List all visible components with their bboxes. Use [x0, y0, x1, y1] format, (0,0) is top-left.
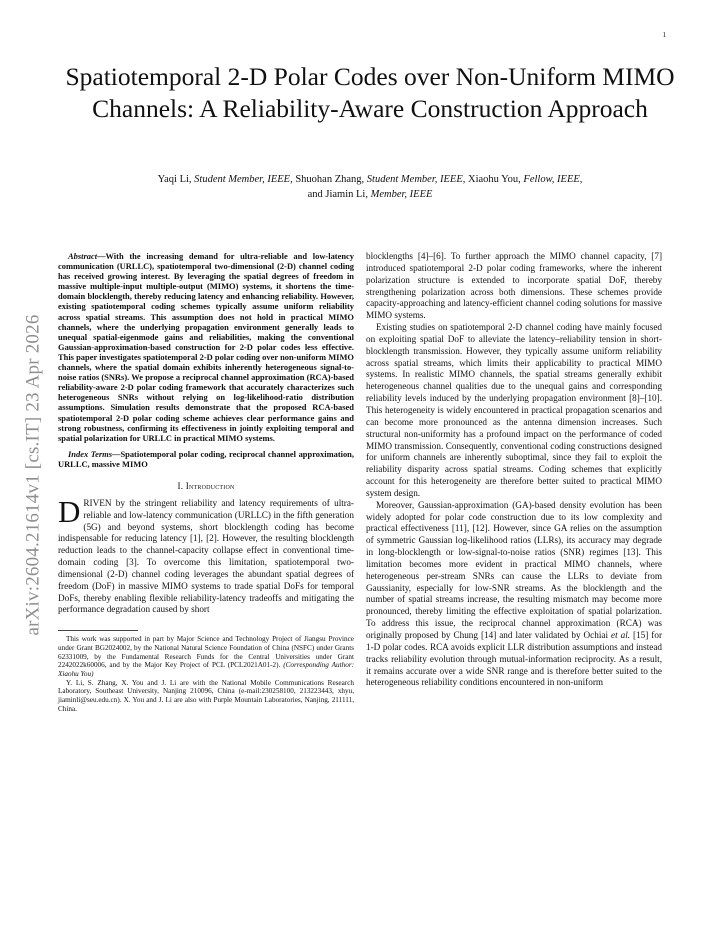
page-number: 1 — [662, 31, 666, 39]
section-heading-introduction — [58, 481, 354, 493]
author-4-name: and Jiamin Li, — [307, 189, 368, 200]
arxiv-identifier-text: arXiv:2604.21614v1 [cs.IT] 23 Apr 2026 — [23, 314, 44, 636]
funding-footnote-text: This work was supported in part by Major Science and Technology Project of Jiangsu Province under Grant BG2024002, by the National Natural Science Foundation of China (NSFC) under Grants 62331009, by the Fundamental Research Funds for the Central Universities under Grant 2242022k60006, and by the Major Key Project of PCL (PCL2021A01-2). — [58, 635, 354, 670]
affiliation-footnote: Y. Li, S. Zhang, X. You and J. Li are with the National Mobile Communications Research Laboratory, Southeast University, Nanjing 210096, China (e-mail:230258100, 213223443, xhyu, jiaminli@seu.edu.cn). X. You and J. Li are also with Purple Mountain Laboratories, Nanjing, 211111, China. — [58, 678, 354, 713]
author-2-name: Shuohan Zhang, — [295, 174, 365, 185]
index-terms — [58, 449, 354, 469]
footnote-divider — [58, 630, 138, 631]
intro-paragraph-2: Existing studies on spatiotemporal 2-D channel coding have mainly focused on exploiting spatial DoF to alleviate the latency–reliability tension in short-blocklength transmission. However, they typically assume uniform reliability across spatial streams, which limits their applicability to practical MIMO systems. In realistic MIMO channels, the spatial streams generally exhibit heterogeneous channel qualities due to the unequal gains and corresponding reliability levels induced by the underlying propagation environment [8]–[10]. This heterogeneity is widely encountered in practical propagation scenarios and can become more pronounced as the antenna dimension increases. Such structural non-uniformity has a profound impact on the performance of coded MIMO transmission. Consequently, conventional coding constructions designed for uniform channels are inherently suboptimal, since they fail to exploit the reliability disparity across spatial streams. Coding schemes that explicitly account for this heterogeneity are therefore better suited to practical MIMO system design. — [366, 322, 662, 498]
drop-cap: D — [58, 493, 81, 529]
author-1-affiliation: Student Member, IEEE, — [194, 174, 293, 185]
intro-paragraph-1 — [58, 493, 354, 616]
intro-paragraph-3 — [366, 500, 662, 690]
intro-paragraph-3-text-a: Moreover, Gaussian-approximation (GA)-based density evolution has been widely adopted for polar code construction due to its low complexity and practical effectiveness [11], [12]. However, since GA relies on the assumption of symmetric Gaussian log-likelihood ratios (LLRs), its accuracy may degrade in long-blocklength or low-signal-to-noise ratios (SNR) regimes [13]. This limitation becomes more evident in practical MIMO channels, where heterogeneous per-stream SNRs can cause the LLRs to deviate from Gaussianity, especially for low-SNR streams. As the blocklength and the number of spatial streams increase, the resulting mismatch may become more pronounced, thereby limiting the effective exploitation of spatial polarization. To address this issue, the reciprocal channel approximation (RCA) was originally proposed by Chung [14] and later validated by Ochiai — [366, 499, 662, 640]
funding-footnote — [58, 635, 354, 679]
abstract-text: —With the increasing demand for ultra-reliable and low-latency communication (URLLC), spatiotemporal two-dimensional (2-D) channel coding has received growing interest. By leveraging the spatial degrees of freedom in massive multiple-input multiple-output (MIMO) systems, it shortens the time-domain blocklength, thereby reducing latency and enhancing reliability. However, existing spatiotemporal coding schemes typically assume uniform reliability across spatial streams. This assumption does not hold in practical MIMO channels, where the underlying propagation environment generally leads to unequal spatial-eigenmode gains and reliabilities, making the conventional Gaussian-approximation-based construction for 2-D polar codes less effective. This paper investigates spatiotemporal 2-D polar coding over non-uniform MIMO channels, where the spatial domain exhibits inherently heterogeneous signal-to-noise ratios (SNRs). We propose a reciprocal channel approximation (RCA)-based reliability-aware 2-D polar coding framework that accurately characterizes such heterogeneous SNRs without relying on log-likelihood-ratio distribution assumptions. Simulation results demonstrate that the proposed RCA-based spatiotemporal 2-D polar coding scheme achieves clear performance gains and strong robustness, confirming its effectiveness in jointly exploiting temporal and spatial polarization for URLLC in practical MIMO systems. — [58, 251, 354, 443]
author-list — [72, 172, 668, 202]
section-title: Introduction — [185, 480, 235, 491]
intro-paragraph-1-text: RIVEN by the stringent reliability and latency requirements of ultra-reliable and low-latency communication (URLLC) in the fifth generation (5G) and beyond systems, short blocklength coding has become indispensable for reducing latency [1], [2]. However, the resulting blocklength reduction leads to the channel-capacity collapse effect in conventional time-domain coding [3]. To overcome this limitation, spatiotemporal two-dimensional (2-D) channel coding leverages the abundant spatial degrees of freedom (DoF) in massive MIMO systems to trade spatial DoFs for temporal DoFs, thereby enabling flexible reliability-latency tradeoffs and mitigating the performance degradation caused by short — [58, 497, 354, 615]
arxiv-identifier-stamp — [22, 265, 46, 685]
intro-paragraph-3-text-b: [15] for 1-D polar codes. RCA avoids explicit LLR distribution assumptions and instead tracks reliability evolution through mutual-information reciprocity. As a result, it remains accurate over a wide SNR range and is therefore better suited to the heterogeneous reliability conditions encountered in non-uniform — [366, 630, 663, 688]
corresponding-author-note: (Corresponding Author: Xiaohu You) — [58, 661, 355, 679]
author-3-name: Xiaohu You, — [467, 174, 521, 185]
left-column — [58, 251, 354, 714]
author-3-affiliation: Fellow, IEEE, — [523, 174, 583, 185]
index-terms-text: —Spatiotemporal polar coding, reciprocal channel approximation, URLLC, massive MIMO — [58, 448, 354, 469]
author-4-affiliation: Member, IEEE — [370, 189, 433, 200]
author-2-affiliation: Student Member, IEEE, — [366, 174, 466, 185]
intro-paragraph-1-continued: blocklengths [4]–[6]. To further approach the MIMO channel capacity, [7] introduced spatiotemporal 2-D polar coding frameworks, where the inherent polarization structure is extended to incorporate spatial DoF, thereby strengthening polarization across both dimensions. These schemes provide capacity-approaching and latency-efficient channel coding solutions for massive MIMO systems. — [366, 251, 662, 321]
index-terms-label: Index Terms — [68, 448, 112, 459]
et-al-citation: et al. — [611, 630, 631, 640]
author-1-name: Yaqi Li, — [157, 174, 192, 185]
right-column — [366, 251, 662, 689]
paper-title: Spatiotemporal 2-D Polar Codes over Non-Uniform MIMO Channels: A Reliability-Aware Construction Approach — [65, 62, 675, 123]
abstract-label: Abstract — [68, 251, 98, 261]
section-number: I. — [177, 480, 184, 491]
abstract — [58, 251, 354, 443]
